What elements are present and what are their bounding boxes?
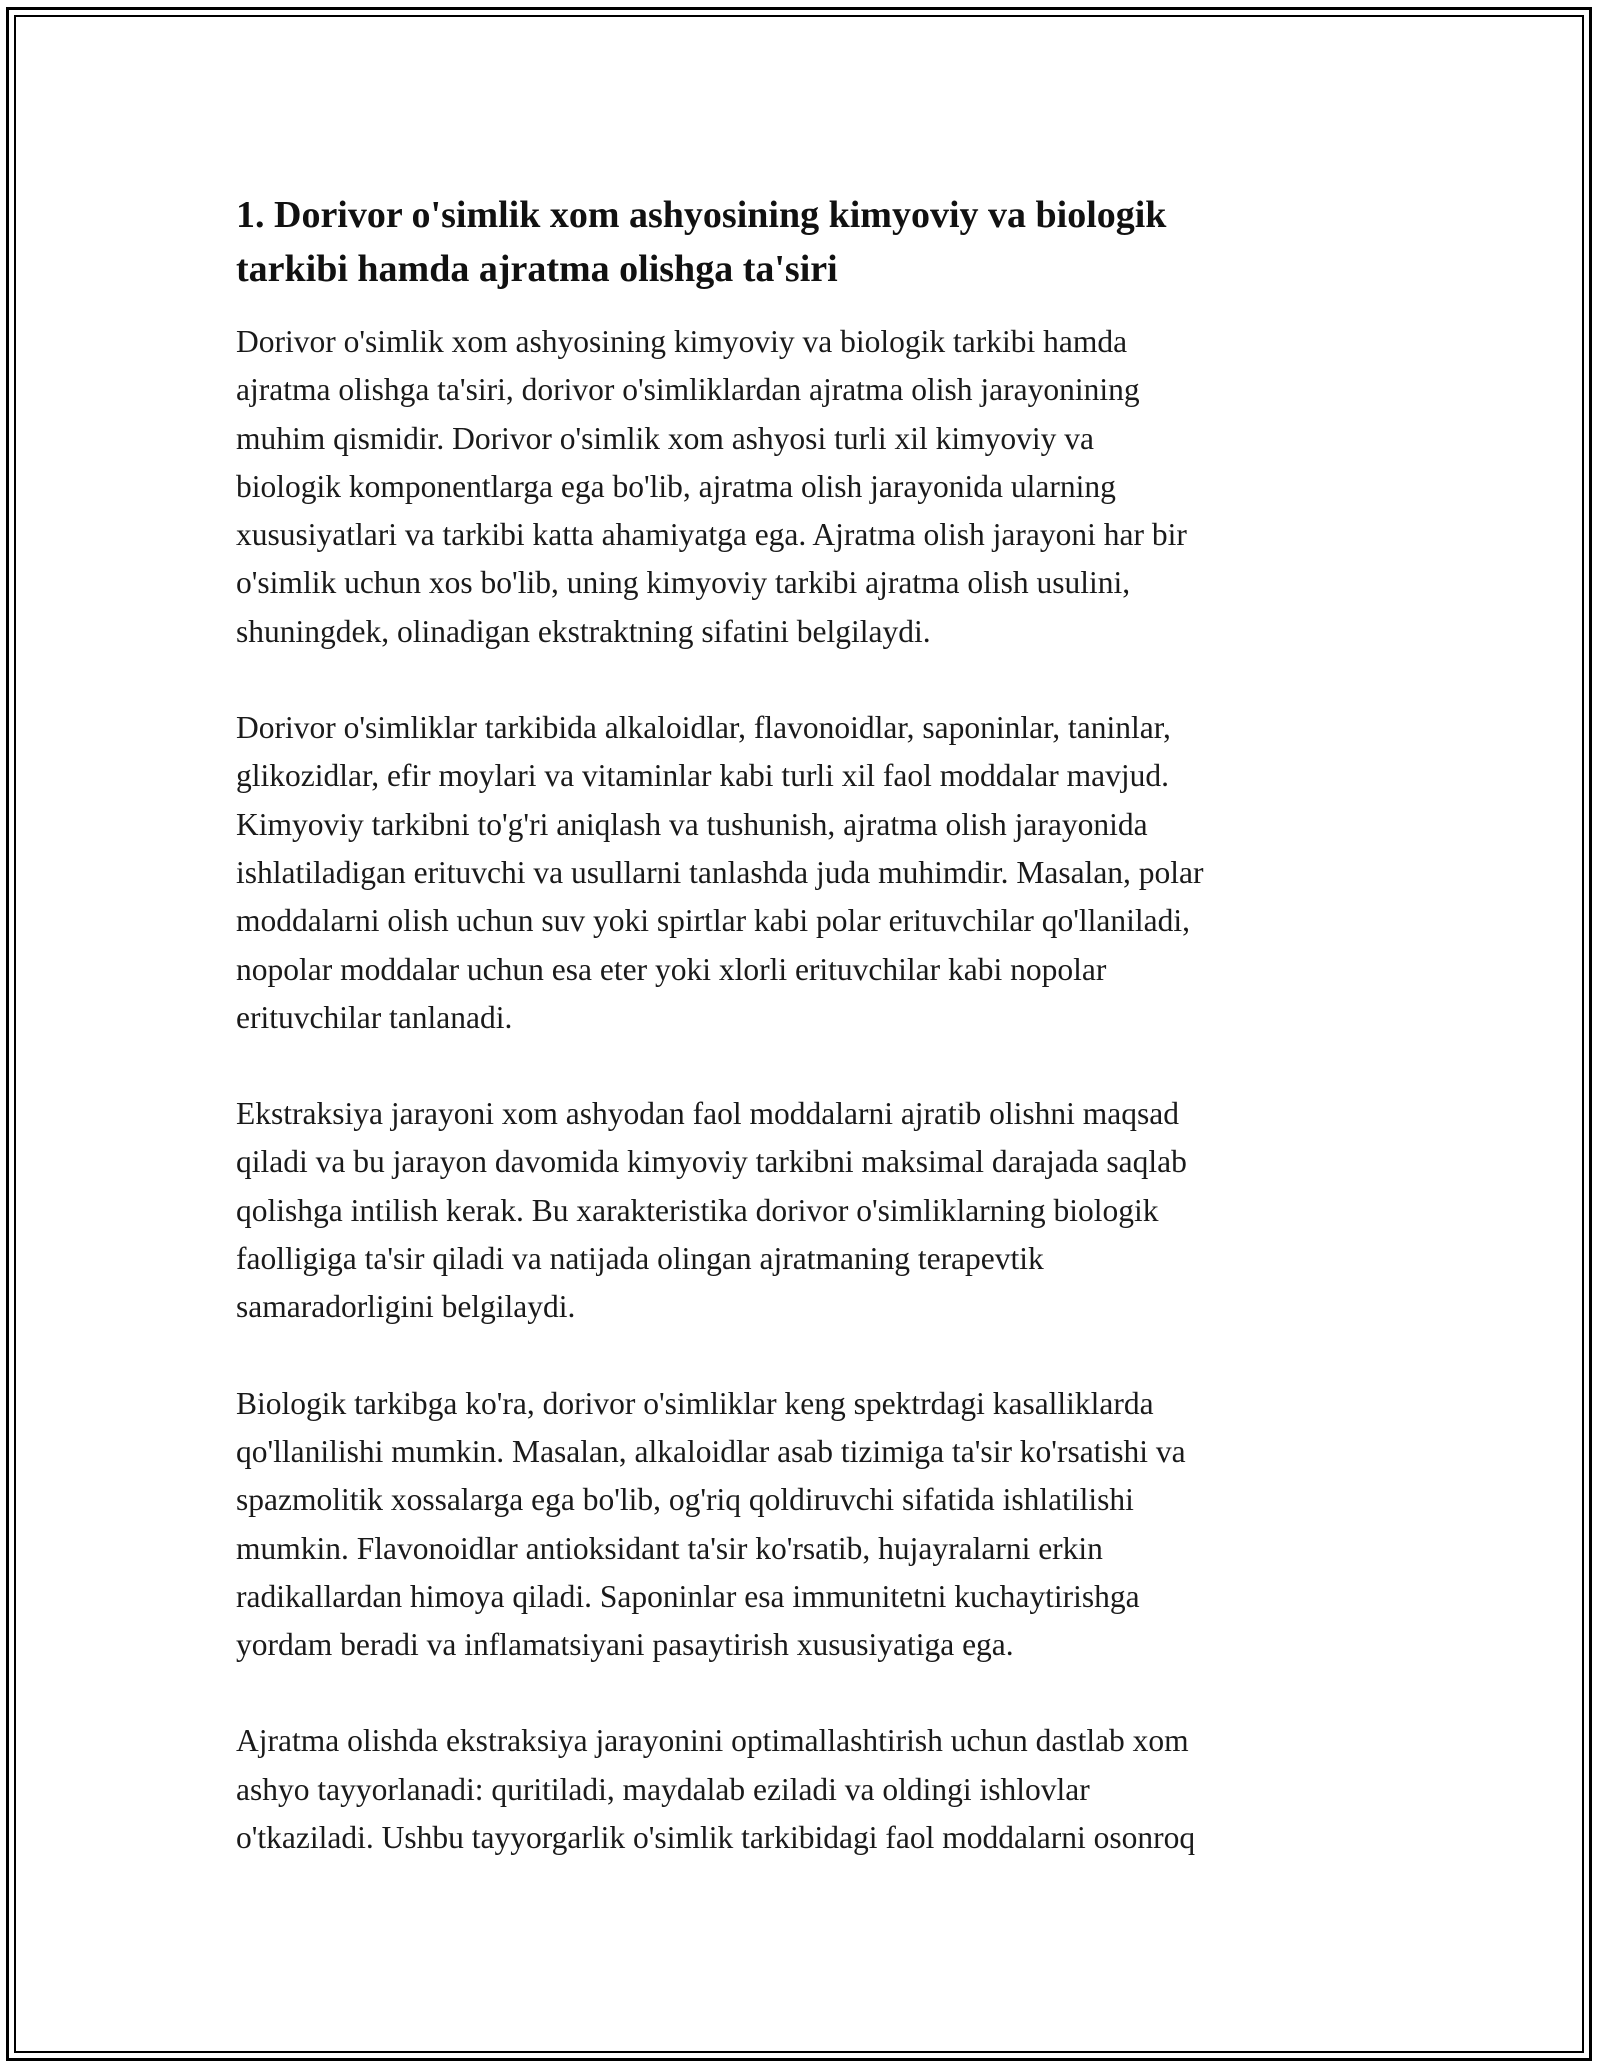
paragraph-2: Dorivor o'simliklar tarkibida alkaloidlar, flavonoidlar, saponinlar, taninlar, glikozidlar, efir moylari va vitaminlar kabi turli xil faol moddalar mavjud. Kimyoviy tarkibni to'g'ri aniqlash va tushunish, ajratma olish jarayonida ishlatiladigan erituvchi va usullarni tanlashda juda muhimdir. Masalan, polar moddalarni olish uchun suv yoki spirtlar kabi polar erituvchilar qo'llaniladi, nopolar moddalar uchun esa eter yoki xlorli erituvchilar kabi nopolar erituvchilar tanlanadi. xyxy=(236,710,1204,1035)
paragraph-3: Ekstraksiya jarayoni xom ashyodan faol moddalarni ajratib olishni maqsad qiladi va bu jarayon davomida kimyoviy tarkibni maksimal darajada saqlab qolishga intilish kerak. Bu xarakteristika dorivor o'simliklarning biologik faolligiga ta'sir qiladi va natijada olingan ajratmaning terapevtik samaradorligini belgilaydi. xyxy=(236,1096,1187,1325)
section-title: 1. Dorivor o'simlik xom ashyosining kimyoviy va biologik tarkibi hamda ajratma olishga ta'siri xyxy=(236,194,1167,290)
paragraph-4: Biologik tarkibga ko'ra, dorivor o'simliklar keng spektrdagi kasalliklarda qo'llanilishi mumkin. Masalan, alkaloidlar asab tizimiga ta'sir ko'rsatishi va spazmolitik xossalarga ega bo'lib, og'riq qoldiruvchi sifatida ishlatilishi mumkin. Flavonoidlar antioksidant ta'sir ko'rsatib, hujayralarni erkin radikallardan himoya qiladi. Saponinlar esa immunitetni kuchaytirishga yordam beradi va inflamatsiyani pasaytirish xususiyatiga ega. xyxy=(236,1385,1186,1663)
paragraph-5: Ajratma olishda ekstraksiya jarayonini optimallashtirish uchun dastlab xom ashyo tayyorlanadi: quritiladi, maydalab eziladi va oldingi ishlovlar o'tkaziladi. Ushbu tayyorgarlik o'simlik tarkibidagi faol moddalarni osonroq xyxy=(236,1723,1196,1856)
document-body xyxy=(236,188,1376,1910)
paragraph-1: Dorivor o'simlik xom ashyosining kimyoviy va biologik tarkibi hamda ajratma olishga ta'siri, dorivor o'simliklardan ajratma olish jarayonining muhim qismidir. Dorivor o'simlik xom ashyosi turli xil kimyoviy va biologik komponentlarga ega bo'lib, ajratma olish jarayonida ularning xususiyatlari va tarkibi katta ahamiyatga ega. Ajratma olish jarayoni har bir o'simlik uchun xos bo'lib, uning kimyoviy tarkibi ajratma olish usulini, shuningdek, olinadigan ekstraktning sifatini belgilaydi. xyxy=(236,324,1187,649)
